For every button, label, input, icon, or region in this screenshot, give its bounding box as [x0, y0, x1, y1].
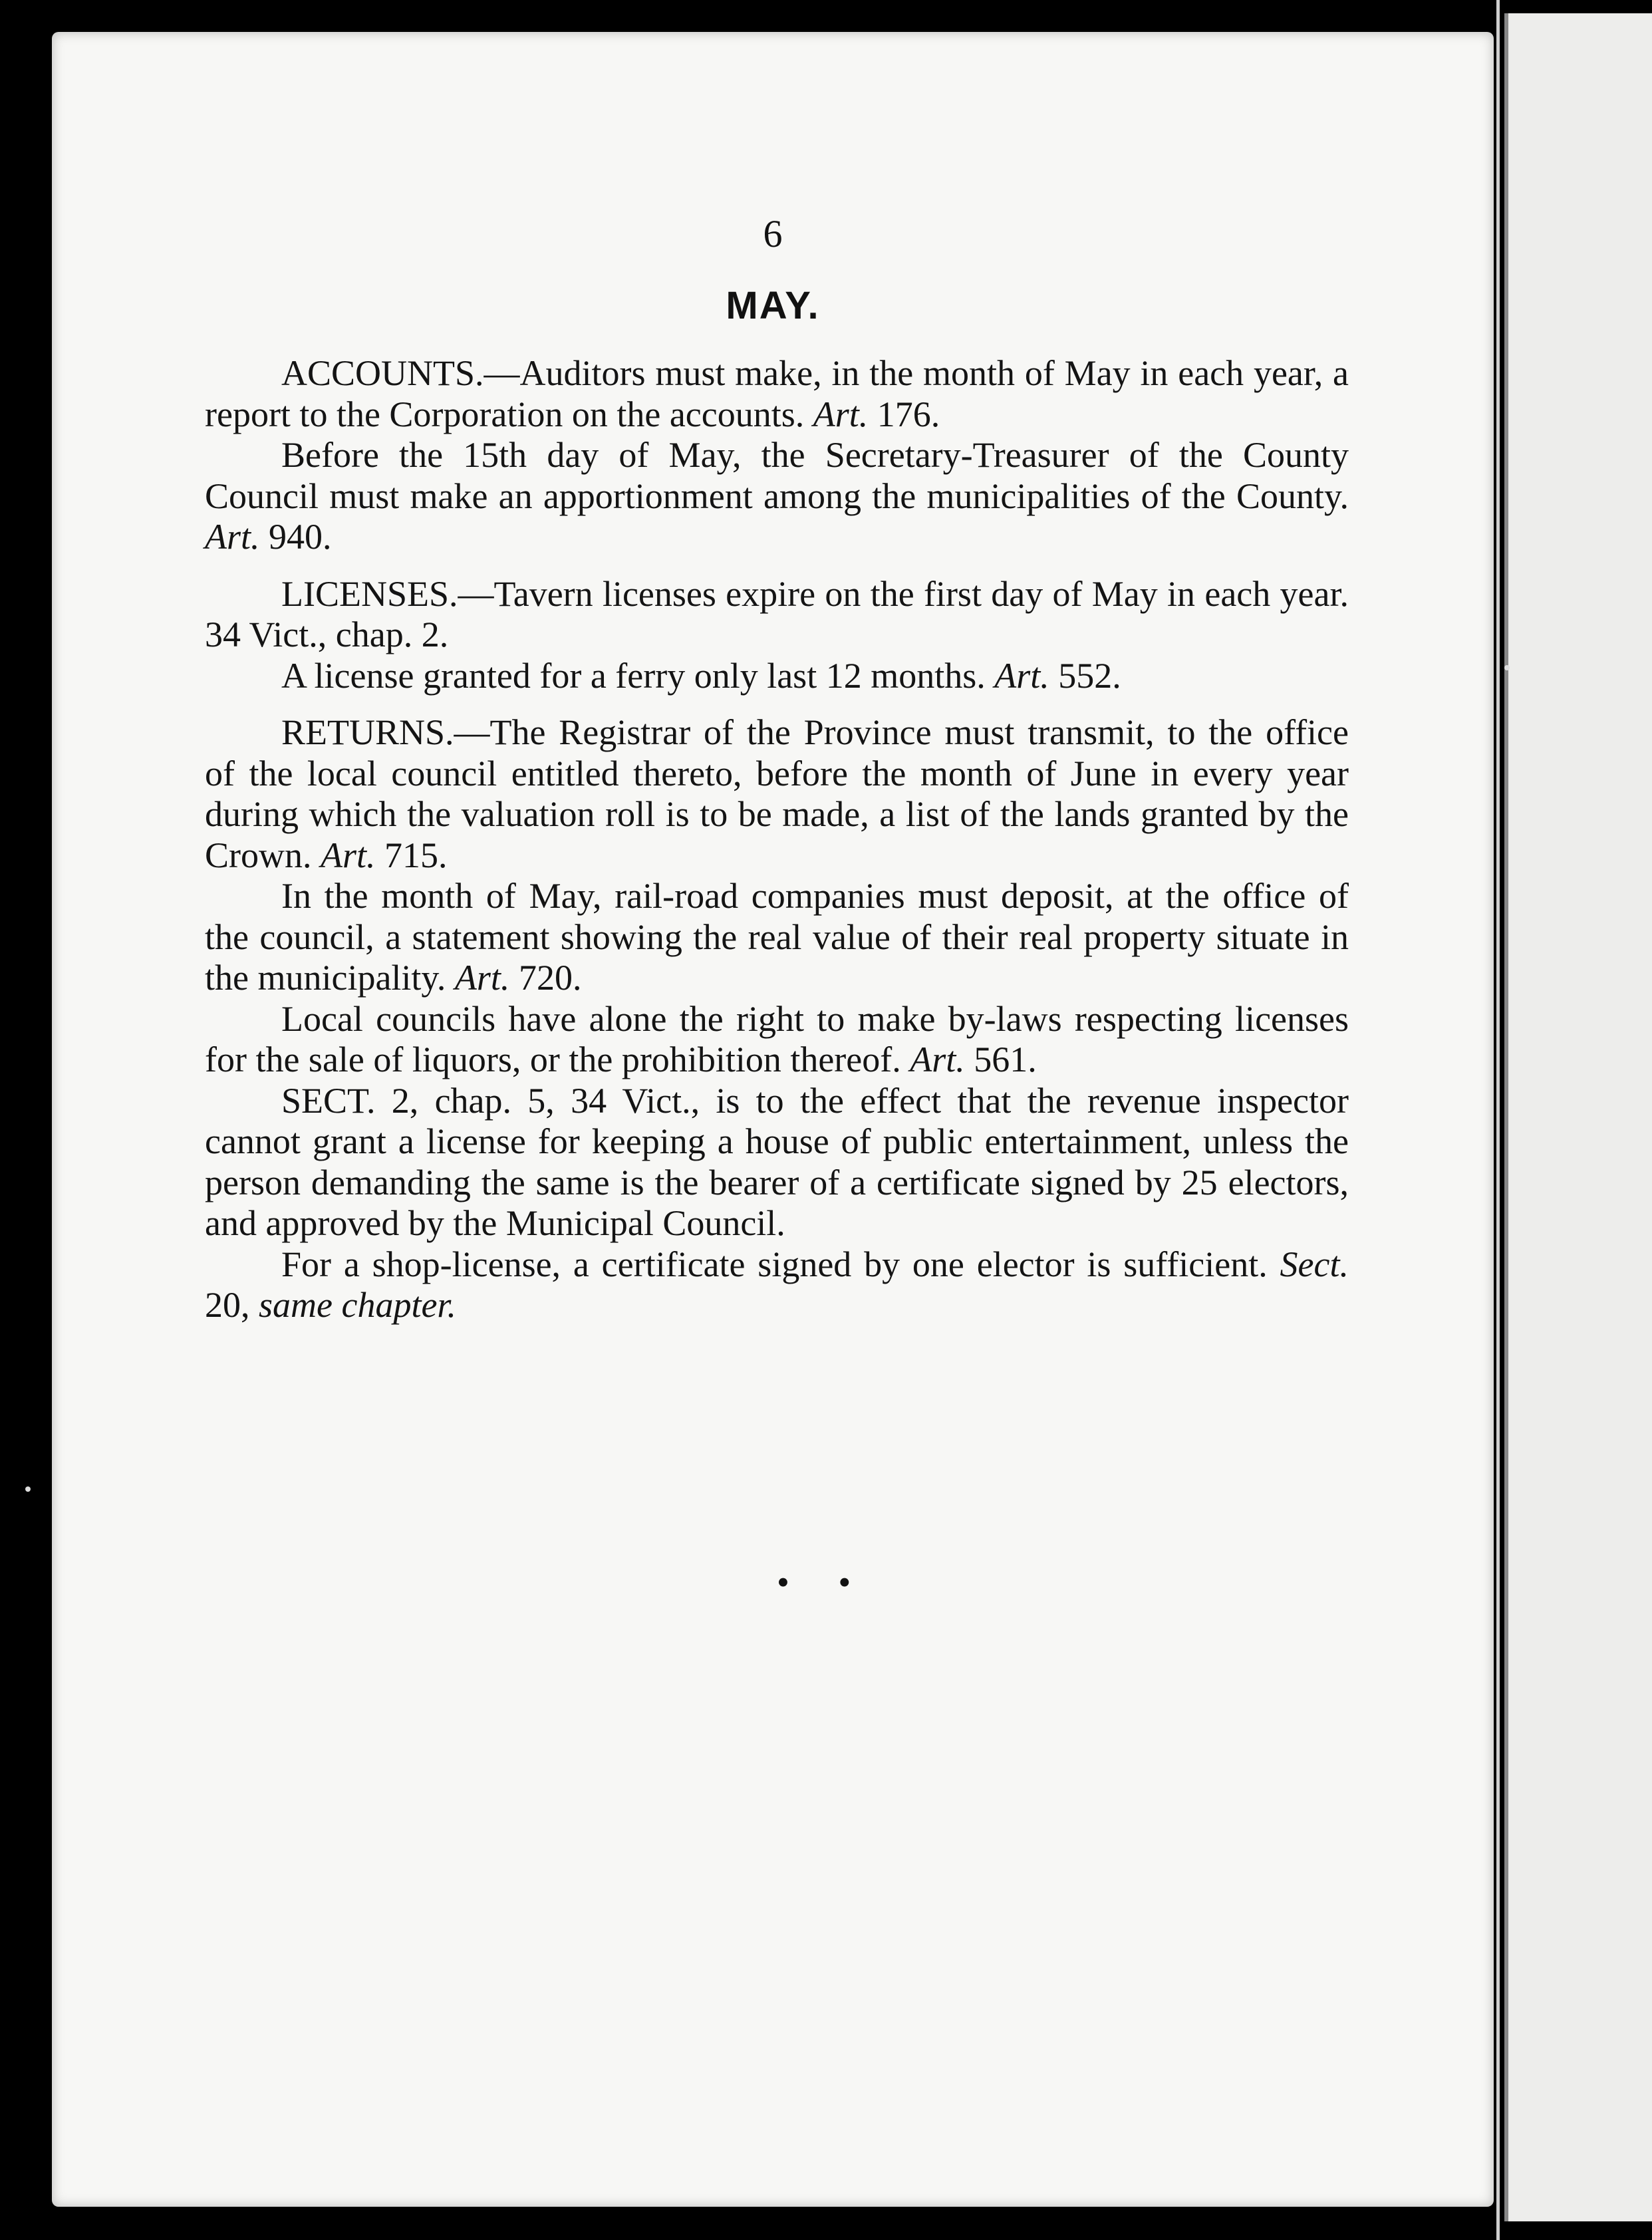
paragraph-text: 176.	[868, 394, 940, 434]
italic-reference: Art.	[910, 1040, 965, 1079]
adjacent-page-edge	[1504, 13, 1652, 2221]
italic-reference: Art.	[321, 835, 376, 875]
paragraph-text: Before the 15th day of May, the Secretary-Treasurer of the County Council must make an apportionment among the municipalities of the County.	[205, 435, 1349, 516]
italic-reference: Art.	[454, 958, 510, 998]
paragraph-text: ACCOUNTS.—Auditors must make, in the month of May in each year, a report to the Corporation on the accounts.	[205, 353, 1349, 434]
italic-reference: Sect.	[1280, 1244, 1349, 1284]
paragraph-text: Local councils have alone the right to make by-laws respecting licenses for the sale of liquors, or the prohibition thereof.	[205, 998, 1349, 1079]
paragraph-text: 20,	[205, 1285, 259, 1325]
ornament-dots: • •	[777, 1562, 871, 1602]
margin-speck	[25, 1486, 31, 1492]
page-number: 6	[763, 212, 783, 255]
month-heading: MAY.	[726, 284, 820, 327]
scanned-page	[52, 32, 1494, 2207]
paragraph	[205, 1244, 1349, 1326]
italic-reference: Art.	[994, 655, 1049, 696]
paragraph-text: LICENSES.—Tavern licenses expire on the first day of May in each year. 34 Vict., chap. 2.	[205, 573, 1349, 654]
body-text	[205, 353, 1349, 1326]
paragraph-text: 715.	[375, 835, 448, 875]
paragraph	[205, 1081, 1349, 1244]
paragraph-text: 552.	[1049, 655, 1121, 696]
italic-reference: Art.	[205, 517, 260, 557]
paragraph-text: 561.	[964, 1040, 1037, 1079]
paragraph-text: 940.	[259, 517, 332, 557]
paragraph-text: For a shop-license, a certificate signed by one elector is sufficient.	[281, 1244, 1280, 1284]
italic-reference: Art.	[813, 394, 869, 434]
paragraph-text: 720.	[509, 958, 582, 998]
paragraph-text: SECT. 2, chap. 5, 34 Vict., is to the effect that the revenue inspector cannot grant a license for keeping a house of public entertainment, unless the person demanding the same is the bearer of a certificate signed by 25 electors, and approved by the Municipal Council.	[205, 1080, 1349, 1243]
margin-speck	[1504, 665, 1510, 670]
paragraph	[205, 656, 1349, 697]
paragraph	[205, 574, 1349, 656]
paragraph	[205, 876, 1349, 999]
italic-reference: same chapter.	[259, 1285, 456, 1325]
paragraph	[205, 712, 1349, 876]
paragraph-text: RETURNS.—The Registrar of the Province must transmit, to the office of the local council entitled thereto, before the month of June in every year during which the valuation roll is to be made, a list of the lands granted by the Crown.	[205, 712, 1349, 875]
page-spine	[1496, 0, 1500, 2240]
paragraph	[205, 435, 1349, 558]
paragraph-text: A license granted for a ferry only last 12 months.	[281, 655, 995, 696]
paragraph	[205, 999, 1349, 1081]
paragraph	[205, 353, 1349, 435]
paragraph-text: In the month of May, rail-road companies must deposit, at the office of the council, a statement showing the real value of their real property situate in the municipality.	[205, 876, 1349, 998]
